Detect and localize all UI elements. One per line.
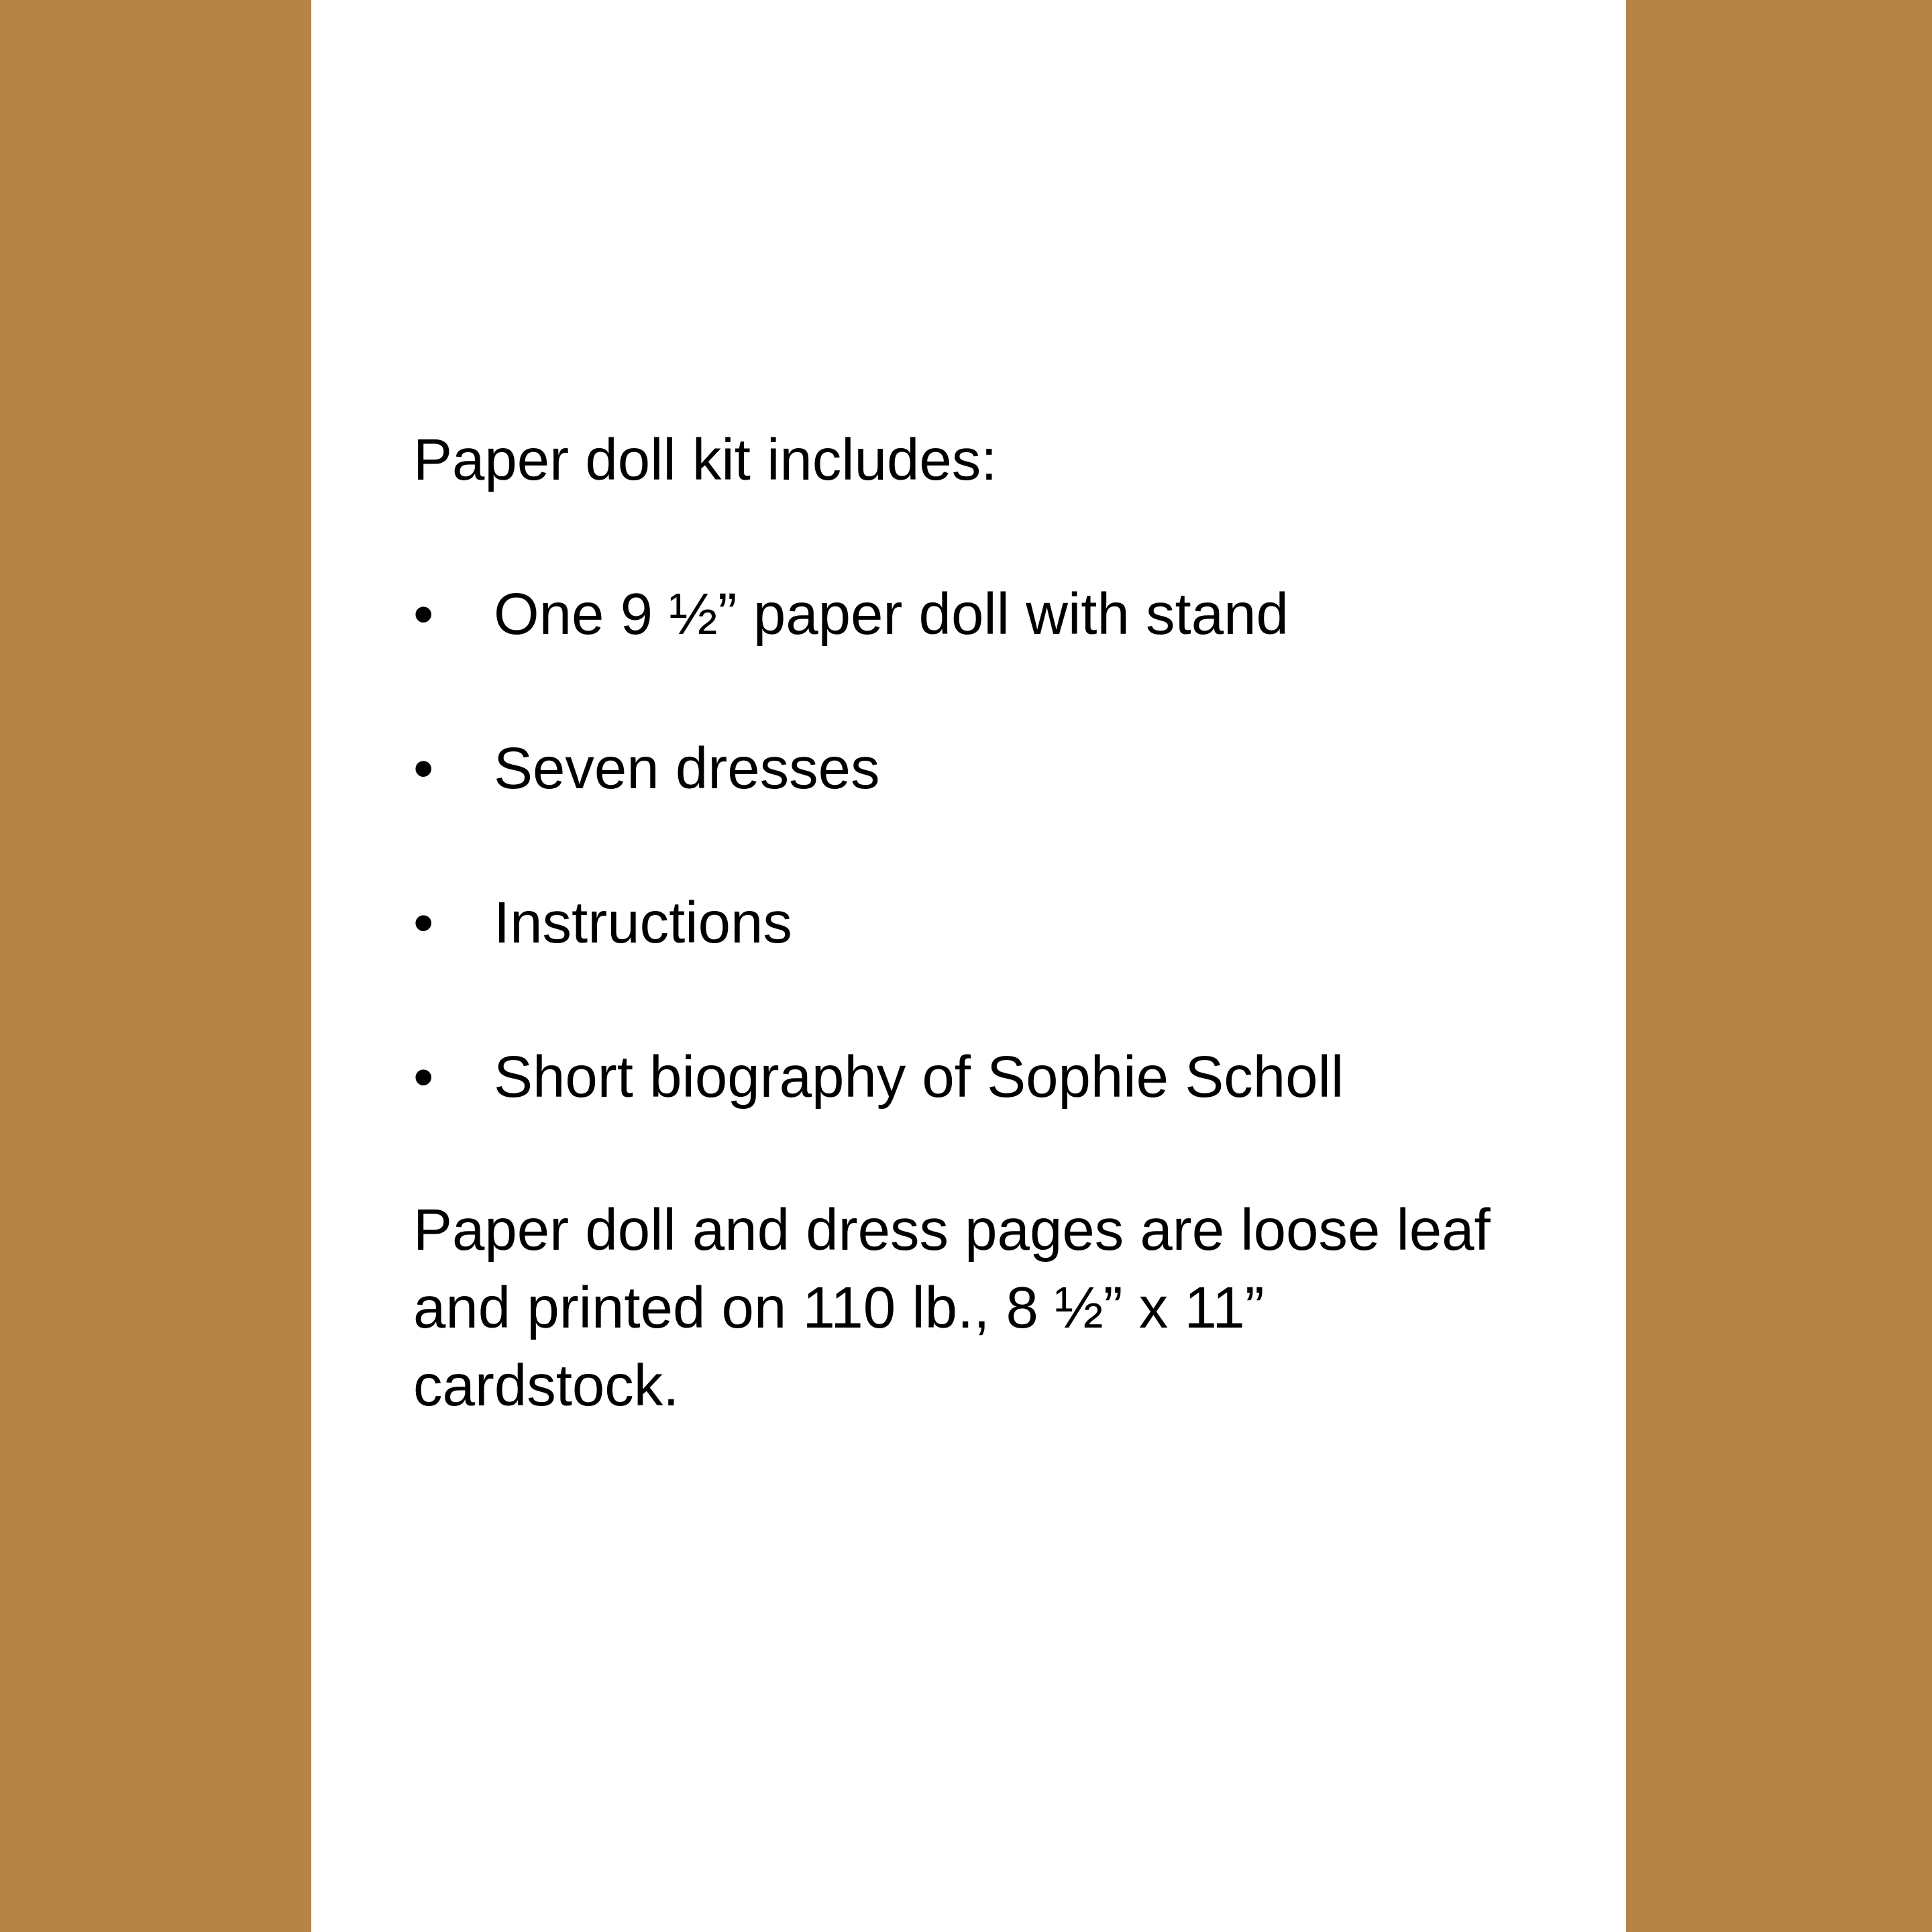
list-item-text: Seven dresses [494, 736, 880, 801]
bullet-icon: • [413, 1044, 434, 1110]
kit-heading: Paper doll kit includes: [413, 427, 998, 492]
list-item [413, 729, 1554, 809]
list-item [413, 574, 1554, 655]
kit-contents-list [413, 574, 1554, 1118]
list-item-text: Instructions [494, 890, 792, 955]
content-block [413, 420, 1554, 1425]
list-item [413, 883, 1554, 963]
bullet-icon: • [413, 582, 434, 647]
paper-note: Paper doll and dress pages are loose leaf and printed on 110 lb., 8 ½” x 11” cardstock. [413, 1197, 1491, 1418]
list-item-text: Short biography of Sophie Scholl [494, 1044, 1344, 1110]
list-item [413, 1037, 1554, 1118]
bullet-icon: • [413, 890, 434, 955]
product-info-sheet [311, 0, 1626, 1932]
list-item-text: One 9 ½” paper doll with stand [494, 582, 1289, 647]
bullet-icon: • [413, 736, 434, 801]
